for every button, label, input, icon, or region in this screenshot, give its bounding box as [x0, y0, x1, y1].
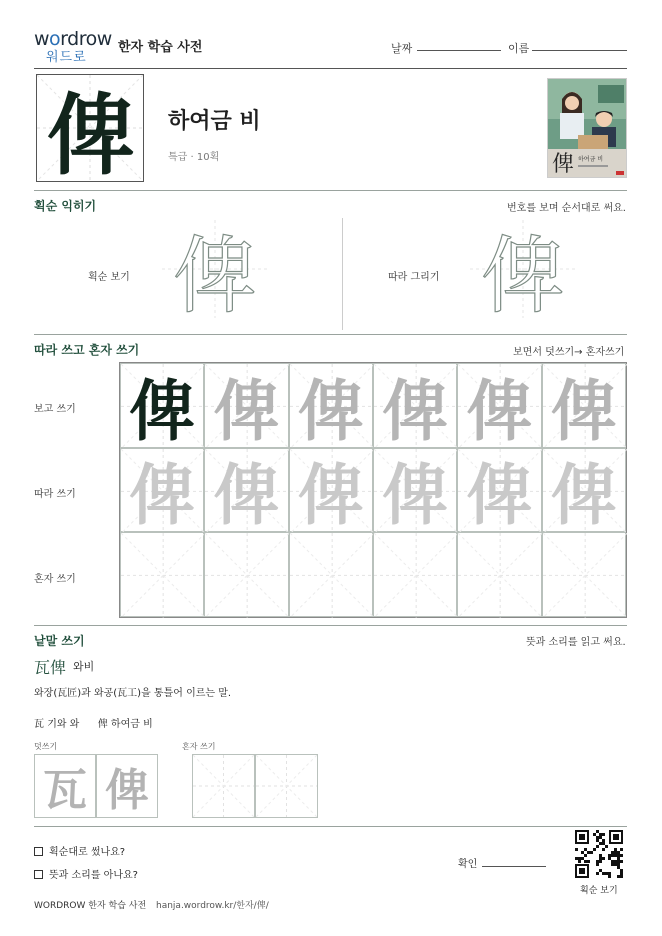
- word-solo-label: 혼자 쓰기: [182, 742, 216, 751]
- illustration-thumbnail: [547, 78, 627, 178]
- trace-character: 俾: [550, 456, 617, 535]
- divider-2: [34, 334, 627, 335]
- qr-caption: 획순 보기: [580, 886, 618, 896]
- char2-gloss: 하여금 비: [110, 719, 153, 730]
- word-solo-cell-2[interactable]: [255, 754, 318, 818]
- site-title: 한자 학습 사전: [118, 40, 203, 55]
- word-reading: 와비: [73, 660, 95, 673]
- stroke-order-view: [162, 220, 268, 325]
- trace-character: 俾: [129, 456, 196, 535]
- hero-character-box: [36, 74, 144, 187]
- practice-cell[interactable]: [120, 532, 204, 617]
- cell-guide: [374, 533, 458, 618]
- word-section-note: 뜻과 소리를 읽고 써요.: [526, 637, 626, 648]
- word-definition: 와장(瓦匠)과 와공(瓦工)을 통틀어 이르는 말.: [34, 688, 232, 699]
- divider-3: [34, 625, 627, 626]
- practice-cell[interactable]: [289, 448, 373, 533]
- stroke-trace-label: 따라 그리기: [388, 272, 440, 283]
- practice-cell[interactable]: [457, 532, 541, 617]
- word-hanja: 瓦俾: [34, 658, 67, 677]
- row-label-trace: 따라 쓰기: [34, 489, 76, 500]
- word-trace-label: 덧쓰기: [34, 742, 58, 751]
- word-trace-cell-2[interactable]: [96, 754, 158, 818]
- practice-cell[interactable]: [373, 448, 457, 533]
- checkbox-icon[interactable]: [34, 847, 43, 856]
- cell-guide: [290, 533, 374, 618]
- trace-character: 俾: [550, 371, 617, 450]
- cell-guide: [256, 755, 317, 817]
- trace-character: 俾: [480, 226, 565, 325]
- practice-cell[interactable]: [204, 448, 288, 533]
- footer-brand: WORDROW 한자 학습 사전: [34, 901, 147, 911]
- date-label: 날짜: [391, 42, 413, 55]
- cell-guide: [543, 533, 627, 618]
- logo-text-part: w: [34, 28, 50, 50]
- trace-character: 俾: [213, 456, 280, 535]
- checklist-item-1-label: 획순대로 썼나요?: [49, 847, 126, 858]
- char1-hanja: 瓦: [34, 719, 44, 730]
- cell-guide: [205, 533, 289, 618]
- cell-guide: [458, 533, 542, 618]
- confirm-field[interactable]: [482, 866, 546, 867]
- practice-cell[interactable]: [373, 363, 457, 448]
- trace-character: 俾: [466, 371, 533, 450]
- stroke-view-label: 획순 보기: [88, 272, 130, 283]
- illustration-image: [548, 79, 627, 178]
- practice-section-note: 보면서 덧쓰기→ 혼자쓰기: [513, 347, 625, 358]
- hero-character: 俾: [46, 83, 135, 187]
- cell-guide: [193, 755, 254, 817]
- stroke-order-character: 俾: [172, 226, 257, 325]
- practice-cell[interactable]: [542, 363, 626, 448]
- practice-cell[interactable]: [457, 363, 541, 448]
- practice-section-title: 따라 쓰고 혼자 쓰기: [34, 343, 140, 357]
- practice-cell[interactable]: [120, 363, 204, 448]
- practice-cell[interactable]: [204, 532, 288, 617]
- logo-korean: 워드로: [46, 50, 87, 65]
- date-field[interactable]: [417, 50, 501, 51]
- trace-character: 俾: [297, 456, 364, 535]
- practice-cell[interactable]: [289, 532, 373, 617]
- checkbox-icon[interactable]: [34, 870, 43, 879]
- char-gloss-row: [34, 715, 153, 730]
- qr-code[interactable]: [575, 830, 623, 878]
- qr-code-icon: [575, 830, 623, 878]
- thumb-character: 俾: [552, 152, 575, 177]
- stroke-trace-area[interactable]: [470, 220, 576, 325]
- trace-character: 俾: [297, 371, 364, 450]
- logo-text-rest: rdrow: [60, 28, 112, 50]
- practice-cell[interactable]: [204, 363, 288, 448]
- checklist-item-1[interactable]: [34, 843, 125, 858]
- name-field[interactable]: [532, 50, 627, 51]
- model-character: 俾: [129, 371, 196, 450]
- trace-character: 俾: [382, 456, 449, 535]
- practice-grid[interactable]: [119, 362, 627, 618]
- divider-1: [34, 190, 627, 191]
- stroke-section-note: 번호를 보며 순서대로 써요.: [507, 203, 626, 214]
- row-label-view: 보고 쓰기: [34, 404, 76, 415]
- logo-text-o: o: [49, 28, 61, 50]
- footer-url[interactable]: hanja.wordrow.kr/한자/俾/: [156, 901, 269, 911]
- word-trace-char-1: 瓦: [43, 765, 87, 816]
- trace-character: 俾: [382, 371, 449, 450]
- checklist-item-2[interactable]: [34, 866, 138, 881]
- stroke-divider: [342, 218, 343, 330]
- practice-cell[interactable]: [289, 363, 373, 448]
- practice-cell[interactable]: [120, 448, 204, 533]
- practice-cell[interactable]: [457, 448, 541, 533]
- char1-gloss: 기와 와: [47, 719, 80, 730]
- row-label-solo: 혼자 쓰기: [34, 574, 76, 585]
- stroke-section-title: 획순 익히기: [34, 199, 97, 213]
- trace-character: 俾: [213, 371, 280, 450]
- thumb-caption: 하여금 비: [578, 156, 604, 163]
- meaning-sound: 하여금 비: [168, 109, 261, 134]
- practice-cell[interactable]: [542, 532, 626, 617]
- trace-character: 俾: [466, 456, 533, 535]
- practice-cell[interactable]: [542, 448, 626, 533]
- checklist-item-2-label: 뜻과 소리를 아나요?: [49, 870, 138, 881]
- word-solo-cell-1[interactable]: [192, 754, 255, 818]
- confirm-label: 확인: [458, 859, 478, 870]
- word-trace-cell-1[interactable]: [34, 754, 96, 818]
- grade-strokes: 특급 · 10획: [168, 152, 220, 163]
- word-section-title: 낱말 쓰기: [34, 634, 85, 648]
- practice-cell[interactable]: [373, 532, 457, 617]
- name-label: 이름: [508, 42, 530, 55]
- cell-guide: [121, 533, 205, 618]
- char2-hanja: 俾: [97, 719, 108, 730]
- word-trace-char-2: 俾: [105, 765, 149, 816]
- divider-4: [34, 826, 627, 827]
